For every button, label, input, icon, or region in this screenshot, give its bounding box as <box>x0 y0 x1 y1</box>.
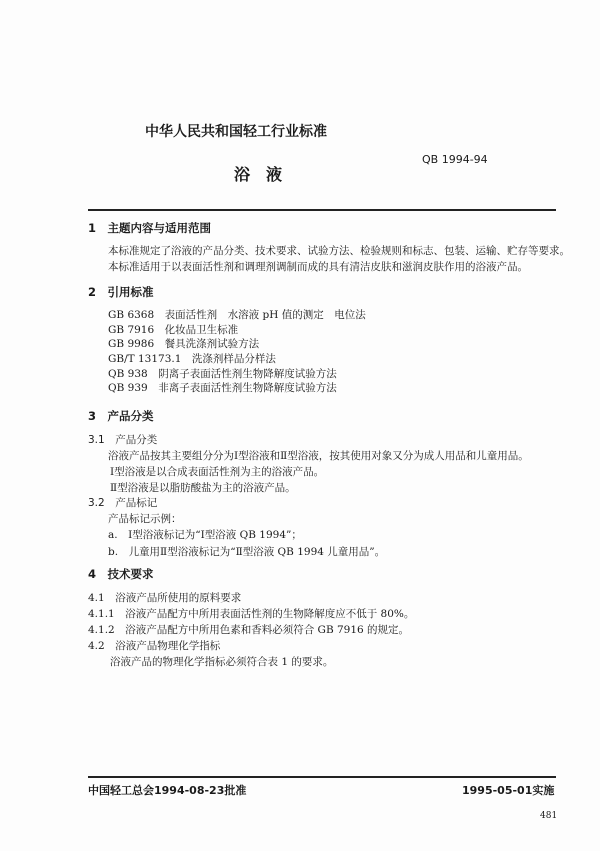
standard-number: QB 1994-94 <box>422 153 488 166</box>
section-title: 产品分类 <box>107 409 154 423</box>
clause: 4.2 浴液产品物理化学指标 <box>88 640 221 652</box>
page-number: 481 <box>540 811 558 821</box>
subsection-title: 产品标记 <box>115 497 158 509</box>
footer-rule <box>88 776 556 778</box>
list-item: b. 儿童用Ⅱ型浴液标记为“Ⅱ型浴液 QB 1994 儿童用品”。 <box>108 546 386 558</box>
reference-item: GB 7916 化妆品卫生标准 <box>108 324 239 336</box>
section-number: 3 <box>88 409 97 423</box>
clause: 4.1 浴液产品所使用的原料要求 <box>88 592 242 604</box>
subsection-number: 3.1 <box>88 434 105 446</box>
paragraph: 浴液产品按其主要组分分为Ⅰ型浴液和Ⅱ型浴液，按其使用对象又分为成人用品和儿童用品。 <box>108 450 529 462</box>
reference-item: GB 6368 表面活性剂 水溶液 pH 值的测定 电位法 <box>108 309 366 321</box>
reference-item: QB 939 非离子表面活性剂生物降解度试验方法 <box>108 382 337 394</box>
effective-date: 1995-05-01实施 <box>462 784 555 797</box>
document-title: 浴 液 <box>234 165 283 184</box>
approval-date: 中国轻工总会1994-08-23批准 <box>88 784 247 797</box>
list-item: a. Ⅰ型浴液标记为“Ⅰ型浴液 QB 1994”； <box>108 529 302 541</box>
subsection-title: 产品分类 <box>115 434 158 446</box>
clause: 4.1.2 浴液产品配方中所用色素和香料必须符合 GB 7916 的规定。 <box>88 624 410 636</box>
section-number: 2 <box>88 285 97 299</box>
paragraph: Ⅰ型浴液是以合成表面活性剂为主的浴液产品。 <box>110 466 325 478</box>
reference-item: GB 9986 餐具洗涤剂试验方法 <box>108 338 260 350</box>
subsection-number: 3.2 <box>88 497 105 509</box>
section-number: 1 <box>88 221 97 235</box>
section-title: 引用标准 <box>107 285 154 299</box>
section-title: 技术要求 <box>107 567 154 581</box>
paragraph: 本标准规定了浴液的产品分类、技术要求、试验方法、检验规则和标志、包装、运输、贮存等要求。 <box>108 245 570 257</box>
paragraph: Ⅱ型浴液是以脂肪酸盐为主的浴液产品。 <box>110 482 296 494</box>
header-rule <box>88 209 556 211</box>
reference-item: GB/T 13173.1 洗涤剂样品分样法 <box>108 353 276 365</box>
paragraph: 浴液产品的物理化学指标必须符合表 1 的要求。 <box>110 656 334 668</box>
clause: 4.1.1 浴液产品配方中所用表面活性剂的生物降解度应不低于 80%。 <box>88 608 415 620</box>
paragraph: 本标准适用于以表面活性剂和调理剂调制而成的具有清洁皮肤和滋润皮肤作用的浴液产品。 <box>108 261 528 273</box>
section-title: 主题内容与适用范围 <box>107 221 212 235</box>
section-number: 4 <box>88 567 97 581</box>
org-title: 中华人民共和国轻工行业标准 <box>145 124 327 140</box>
reference-item: QB 938 阴离子表面活性剂生物降解度试验方法 <box>108 368 337 380</box>
paragraph: 产品标记示例： <box>108 513 182 525</box>
